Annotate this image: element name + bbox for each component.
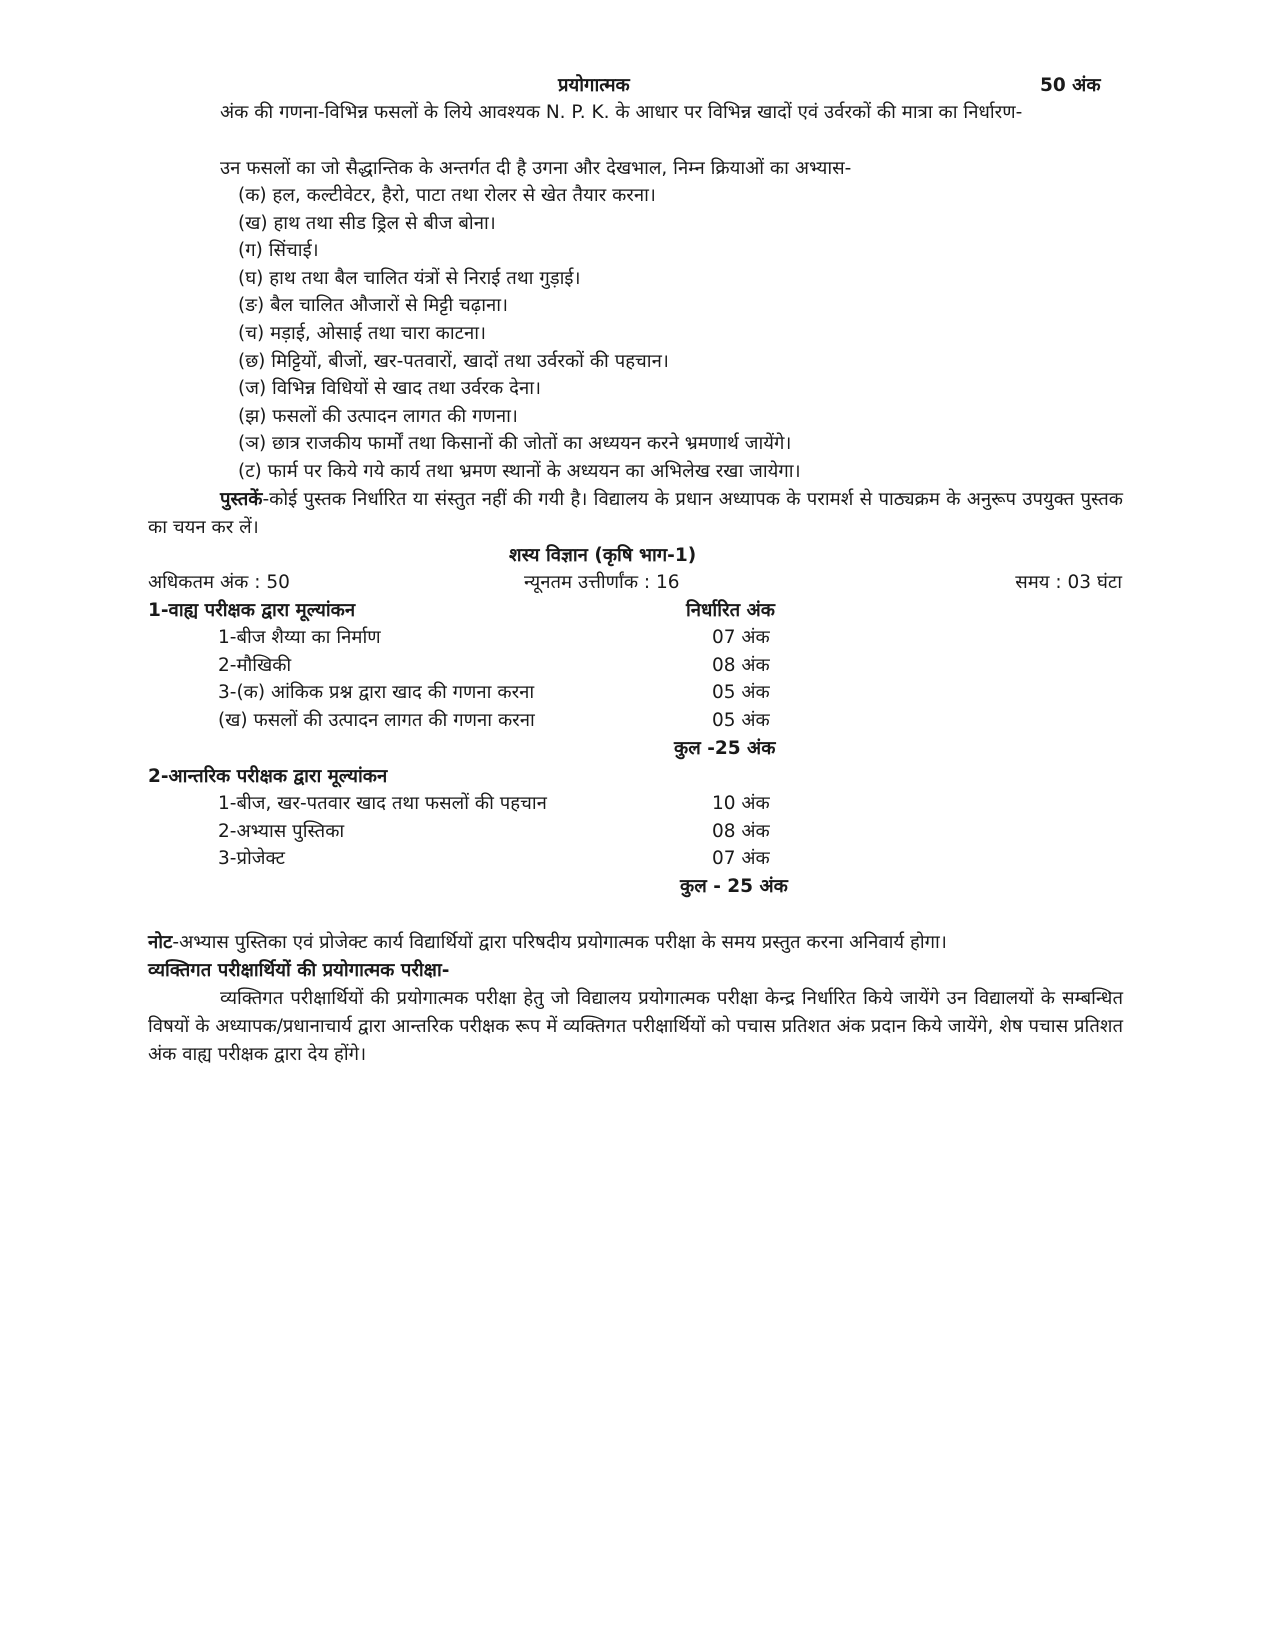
list-item: (च) मड़ाई, ओसाई तथा चारा काटना।: [238, 323, 487, 344]
external-evaluation-heading: 1-वाह्य परीक्षक द्वारा मूल्यांकन: [148, 600, 356, 621]
min-pass-marks: न्यूनतम उत्तीर्णांक : 16: [524, 572, 680, 593]
internal-evaluation-heading: 2-आन्तरिक परीक्षक द्वारा मूल्यांकन: [148, 766, 388, 787]
books-text: -कोई पुस्तक निर्धारित या संस्तुत नहीं की गयी है। विद्यालय के प्रधान अध्यापक के परामर्श से पाठ्यक्रम के अनुरूप उपयुक्त पुस्तक का चयन कर लें।: [148, 489, 1123, 538]
external-item-marks: 05 अंक: [712, 710, 770, 731]
books-paragraph: [148, 486, 1123, 542]
list-item: (ख) हाथ तथा सीड ड्रिल से बीज बोना।: [238, 213, 496, 234]
list-item: (छ) मिट्टियों, बीजों, खर-पतवारों, खादों तथा उर्वरकों की पहचान।: [238, 351, 669, 372]
note-label: नोट: [148, 932, 173, 953]
internal-item-marks: 08 अंक: [712, 821, 770, 842]
note-text: -अभ्यास पुस्तिका एवं प्रोजेक्ट कार्य विद्यार्थियों द्वारा परिषदीय प्रयोगात्मक परीक्षा के समय प्रस्तुत करना अनिवार्य होगा।: [172, 932, 947, 953]
external-item-label: (ख) फसलों की उत्पादन लागत की गणना करना: [218, 710, 535, 731]
note-line: [148, 929, 947, 957]
internal-item-marks: 10 अंक: [712, 793, 770, 814]
list-item: (घ) हाथ तथा बैल चालित यंत्रों से निराई तथा गुड़ाई।: [238, 268, 581, 289]
private-candidates-paragraph: व्यक्तिगत परीक्षार्थियों की प्रयोगात्मक परीक्षा हेतु जो विद्यालय प्रयोगात्मक परीक्षा केन्द्र निर्धारित किये जायेंगे उन विद्यालयों के सम्बन्धित विषयों के अध्यापक/प्रधानाचार्य द्वारा आन्तरिक परीक्षक रूप में व्यक्तिगत परीक्षार्थियों को पचास प्रतिशत अंक प्रदान किये जायेंगे, शेष पचास प्रतिशत अंक वाह्य परीक्षक द्वारा देय होंगे।: [148, 988, 1123, 1065]
external-item-label: 2-मौखिकी: [218, 655, 292, 676]
list-item: (ञ) छात्र राजकीय फार्मों तथा किसानों की जोतों का अध्ययन करने भ्रमणार्थ जायेंगे।: [238, 433, 792, 454]
exam-time: समय : 03 घंटा: [1015, 572, 1122, 593]
external-item-marks: 07 अंक: [712, 627, 770, 648]
internal-item-label: 2-अभ्यास पुस्तिका: [218, 821, 345, 842]
max-marks: अधिकतम अंक : 50: [148, 572, 290, 593]
internal-item-marks: 07 अंक: [712, 848, 770, 869]
internal-item-label: 3-प्रोजेक्ट: [218, 848, 285, 869]
internal-total: कुल - 25 अंक: [680, 876, 788, 897]
external-item-label: 3-(क) आंकिक प्रश्न द्वारा खाद की गणना करना: [218, 682, 535, 703]
practical-marks: 50 अंक: [1040, 75, 1101, 96]
practical-heading: प्रयोगात्मक: [558, 75, 630, 96]
external-total: कुल -25 अंक: [674, 738, 776, 759]
list-item: (झ) फसलों की उत्पादन लागत की गणना।: [238, 406, 518, 427]
list-item: (ट) फार्म पर किये गये कार्य तथा भ्रमण स्थानों के अध्ययन का अभिलेख रखा जायेगा।: [238, 461, 801, 482]
section-title: शस्य विज्ञान (कृषि भाग-1): [509, 545, 697, 566]
external-item-marks: 08 अंक: [712, 655, 770, 676]
private-candidates-heading: व्यक्तिगत परीक्षार्थियों की प्रयोगात्मक परीक्षा-: [148, 960, 450, 981]
books-label: पुस्तकें: [220, 489, 263, 510]
external-item-marks: 05 अंक: [712, 682, 770, 703]
list-item: (क) हल, कल्टीवेटर, हैरो, पाटा तथा रोलर से खेत तैयार करना।: [238, 185, 656, 206]
internal-item-label: 1-बीज, खर-पतवार खाद तथा फसलों की पहचान: [218, 793, 547, 814]
practical-para-2: उन फसलों का जो सैद्धान्तिक के अन्तर्गत दी है उगना और देखभाल, निम्न क्रियाओं का अभ्यास-: [220, 158, 852, 179]
assigned-marks-heading: निर्धारित अंक: [686, 600, 775, 621]
list-item: (ज) विभिन्न विधियों से खाद तथा उर्वरक देना।: [238, 378, 542, 399]
list-item: (ङ) बैल चालित औजारों से मिट्टी चढ़ाना।: [238, 295, 509, 316]
practical-para-1: अंक की गणना-विभिन्न फसलों के लिये आवश्यक N. P. K. के आधार पर विभिन्न खादों एवं उर्वरकों की मात्रा का निर्धारण-: [220, 102, 1023, 123]
list-item: (ग) सिंचाई।: [238, 240, 319, 261]
external-item-label: 1-बीज शैय्या का निर्माण: [218, 627, 381, 648]
